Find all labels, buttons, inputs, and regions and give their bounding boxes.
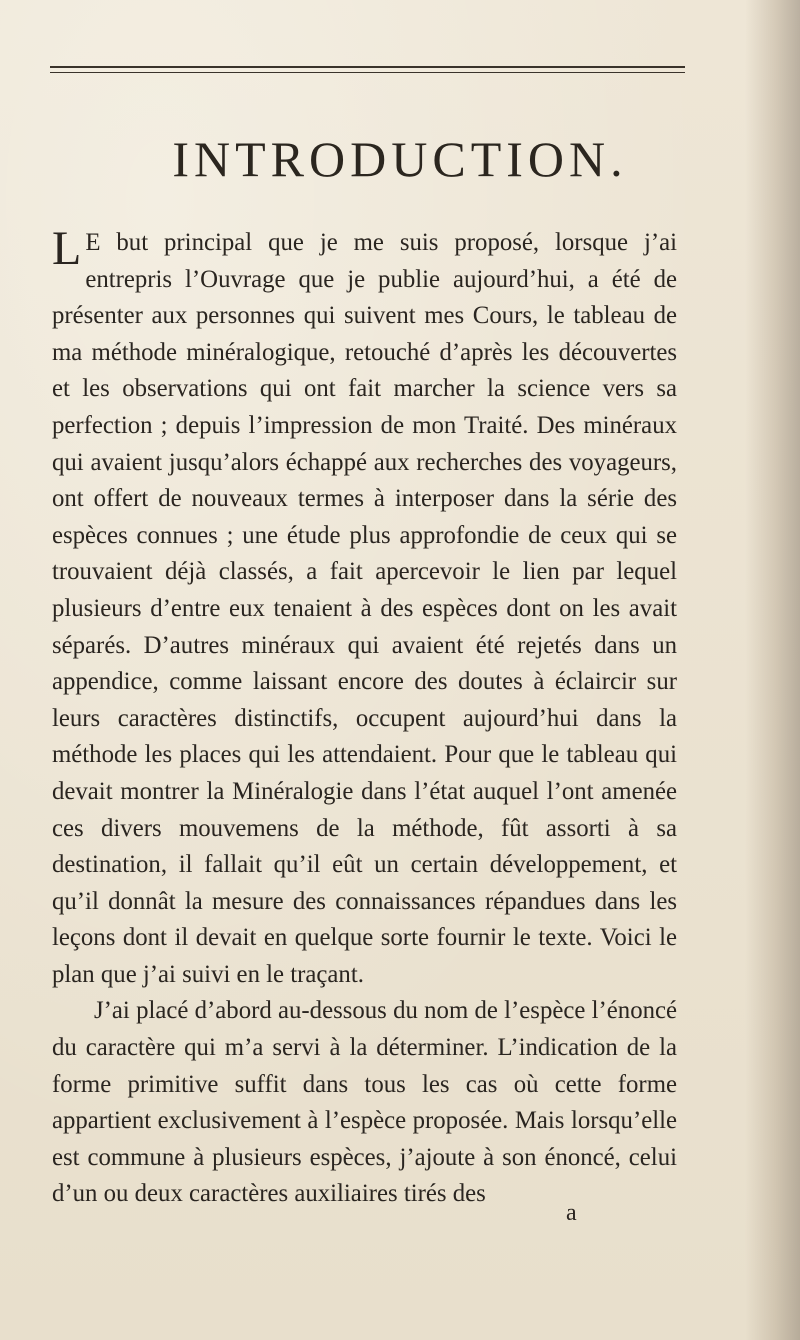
paragraph-1	[52, 222, 677, 993]
body-text	[52, 222, 677, 1213]
paragraph-2: J’ai placé d’abord au-dessous du nom de l’espèce l’énoncé du caractère qui m’a servi à la déterminer. L’indication de la forme primitive suffit dans tous les cas où cette forme appartient exclusivement à l’espèce proposée. Mais lorsqu’elle est commune à plusieurs espèces, j’ajoute à son énoncé, celui d’un ou deux caractères auxiliaires tirés des	[52, 997, 677, 1208]
signature-mark: a	[566, 1200, 577, 1226]
header-rule	[50, 66, 685, 73]
page-title: INTRODUCTION.	[172, 131, 628, 187]
drop-cap: L	[52, 222, 82, 275]
paragraph-1-text: E but principal que je me suis proposé, lorsque j’ai entrepris l’Ouvrage que je publie aujourd’hui, a été de présenter aux personnes qui suivent mes Cours, le tableau de ma méthode minéralogique, retouché d’après les découvertes et les observations qui ont fait marcher la science vers sa perfection ; depuis l’impression de mon Traité. Des minéraux qui avaient jusqu’alors échappé aux recherches des voyageurs, ont offert de nouveaux termes à interposer dans la série des espèces connues ; une étude plus approfondie de ceux qui se trouvaient déjà classés, a fait apercevoir le lien par lequel plusieurs d’entre eux tenaient à des espèces dont on les avait séparés. D’autres minéraux qui avaient été rejetés dans un appendice, comme laissant encore des doutes à éclaircir sur leurs caractères distinctifs, occupent aujourd’hui dans la méthode les places qui les attendaient. Pour que le tableau qui devait montrer la Minéralogie dans l’état auquel l’ont amenée ces divers mouvemens de la méthode, fût assorti à sa destination, il fallait qu’il eût un certain développement, et qu’il donnât la mesure des connaissances répandues dans les leçons dont il devait en quelque sorte fournir le texte. Voici le plan que j’ai suivi en le traçant.	[52, 229, 677, 988]
page-edge-shadow	[745, 0, 800, 1340]
